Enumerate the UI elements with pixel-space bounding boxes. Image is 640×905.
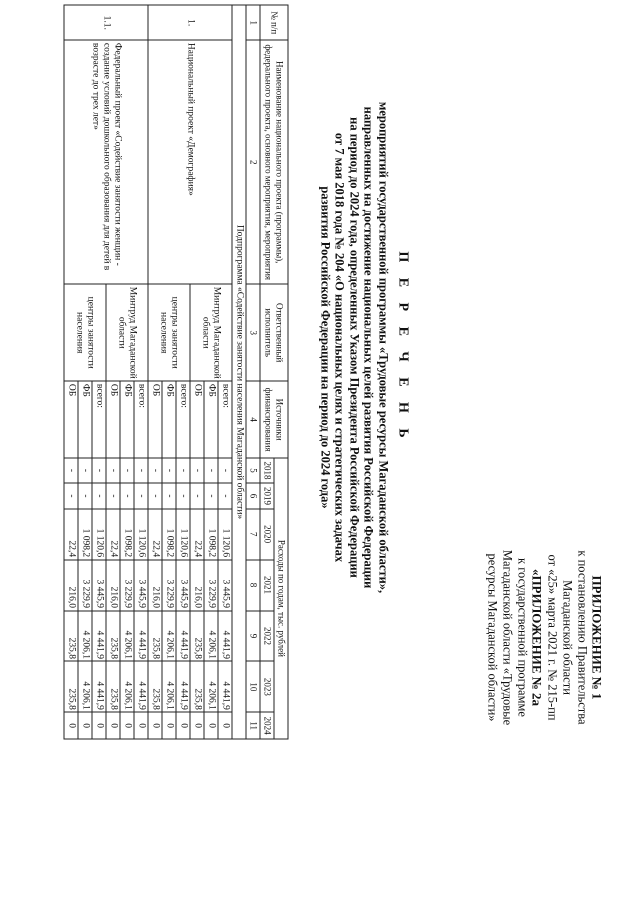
row-expense-value: - [78,458,92,483]
appendix-block [485,543,605,733]
row-project-name: Федеральный проект «Содействие занятости женщин - создание условий дошкольного образования для детей в возрасте до трех лет» [64,40,148,284]
row-expense-value: - [120,483,134,508]
rotated-document-page [1,0,640,773]
table-row [218,5,232,739]
heading-line: от 7 мая 2018 года № 204 «О национальных целях и стратегических задачах [333,132,347,563]
row-expense-value: 235,8 [190,661,204,712]
row-funding-source: ФБ [78,381,92,457]
row-expense-value: - [204,483,218,508]
row-funding-source: ФБ [204,381,218,457]
row-expense-value: - [92,458,106,483]
table-header-row [274,5,288,739]
row-expense-value: 0 [120,712,134,739]
row-expense-value: 216,0 [190,560,204,611]
row-expense-value: 0 [64,712,78,739]
appendix-title: ПРИЛОЖЕНИЕ № 1 [589,575,605,700]
row-expense-value: 1 120,6 [92,509,106,560]
column-number: 7 [246,509,260,560]
row-expense-value: 4 441,9 [134,661,148,712]
column-number: 2 [246,40,260,284]
row-funding-source: ФБ [120,381,134,457]
row-expense-value: 0 [162,712,176,739]
column-number: 11 [246,712,260,739]
header-executor: Ответственный исполнитель [260,284,288,381]
row-expense-value: 3 445,9 [176,560,190,611]
appendix-line: ресурсы Магаданской области» [485,553,500,722]
header-expenses: Расходы по годам, тыс. рублей [274,458,288,739]
subprogram-title: Подпрограмма «Содействие занятости населения Магаданской области» [232,5,246,739]
row-expense-value: 0 [218,712,232,739]
row-expense-value: 235,8 [148,661,162,712]
row-expense-value: 4 441,9 [218,661,232,712]
row-expense-value: - [120,458,134,483]
header-year: 2021 [260,560,274,611]
row-expense-value: 0 [106,712,120,739]
column-number: 5 [246,458,260,483]
header-year: 2018 [260,458,274,483]
row-expense-value: - [78,483,92,508]
row-expense-value: 235,8 [64,661,78,712]
header-year: 2019 [260,483,274,508]
column-number: 10 [246,661,260,712]
row-number: 1.1. [64,5,148,40]
header-year: 2022 [260,611,274,662]
row-expense-value: 4 441,9 [92,661,106,712]
row-expense-value: 22,4 [106,509,120,560]
column-number-row [246,5,260,739]
document-title: П Е Р Е Ч Е Н Ь [395,251,411,444]
appendix-title-2: «ПРИЛОЖЕНИЕ № 2а [529,568,545,707]
row-funding-source: всего: [218,381,232,457]
row-number: 1. [148,5,232,40]
row-funding-source: ОБ [106,381,120,457]
row-expense-value: 4 206,1 [78,661,92,712]
column-number: 8 [246,560,260,611]
row-funding-source: всего: [92,381,106,457]
row-expense-value: 4 206,1 [120,661,134,712]
row-project-name: Национальный проект «Демография» [148,40,232,284]
row-executor: Минтруд Магаданской области [190,284,232,381]
column-number: 4 [246,381,260,457]
row-expense-value: 4 441,9 [176,661,190,712]
row-expense-value: 235,8 [190,611,204,662]
row-funding-source: ОБ [64,381,78,457]
row-expense-value: 4 206,1 [162,661,176,712]
row-expense-value: 216,0 [64,560,78,611]
row-expense-value: - [134,483,148,508]
row-expense-value: 22,4 [148,509,162,560]
row-expense-value: 235,8 [106,611,120,662]
row-expense-value: 216,0 [148,560,162,611]
row-executor: центры занятости населения [64,284,106,381]
header-year: 2020 [260,509,274,560]
row-expense-value: - [162,483,176,508]
row-expense-value: 4 441,9 [92,611,106,662]
row-expense-value: - [162,458,176,483]
row-expense-value: 0 [134,712,148,739]
subprogram-row [232,5,246,739]
row-expense-value: 1 120,6 [176,509,190,560]
measures-table [64,5,289,740]
column-number: 9 [246,611,260,662]
row-expense-value: - [106,483,120,508]
row-expense-value: 235,8 [64,611,78,662]
row-expense-value: - [204,458,218,483]
row-expense-value: 3 229,9 [204,560,218,611]
row-expense-value: 216,0 [106,560,120,611]
header-year: 2024 [260,712,274,739]
row-expense-value: 235,8 [106,661,120,712]
appendix-line: от «25» марта 2021 г. № 215-пп [545,554,560,721]
document-heading [318,63,411,633]
row-expense-value: 0 [190,712,204,739]
row-expense-value: - [218,483,232,508]
row-expense-value: 3 229,9 [162,560,176,611]
header-name: Наименование национального проекта (программы), федерального проекта, основного мероприятия, мероприятия [260,40,288,284]
row-expense-value: 3 445,9 [218,560,232,611]
row-funding-source: всего: [134,381,148,457]
row-expense-value: - [190,458,204,483]
row-expense-value: - [92,483,106,508]
appendix-line: Магаданской области «Трудовые [500,549,515,726]
row-expense-value: 1 098,2 [162,509,176,560]
row-expense-value: - [64,458,78,483]
row-expense-value: 4 206,1 [204,611,218,662]
row-expense-value: 22,4 [64,509,78,560]
row-expense-value: 235,8 [148,611,162,662]
column-number: 1 [246,5,260,40]
row-expense-value: 0 [148,712,162,739]
row-expense-value: - [64,483,78,508]
row-funding-source: ОБ [148,381,162,457]
row-funding-source: всего: [176,381,190,457]
row-expense-value: 4 206,1 [162,611,176,662]
row-expense-value: 0 [78,712,92,739]
row-funding-source: ФБ [162,381,176,457]
row-expense-value: - [148,483,162,508]
table-row [134,5,148,739]
row-expense-value: 3 229,9 [78,560,92,611]
row-executor: центры занятости населения [148,284,190,381]
appendix-line: к государственной программе [515,558,530,717]
row-expense-value: 0 [92,712,106,739]
heading-line: на период до 2024 года, определенных Указом Президента Российской Федерации [347,117,362,578]
header-num: № п/п [260,5,288,40]
row-expense-value: 22,4 [190,509,204,560]
header-year: 2023 [260,661,274,712]
column-number: 3 [246,284,260,381]
row-expense-value: 1 098,2 [204,509,218,560]
row-expense-value: - [176,458,190,483]
row-expense-value: - [106,458,120,483]
row-expense-value: - [190,483,204,508]
row-expense-value: 1 120,6 [218,509,232,560]
row-expense-value: - [176,483,190,508]
appendix-line: Магаданской области [560,580,575,695]
row-expense-value: 1 120,6 [134,509,148,560]
row-expense-value: 4 441,9 [176,611,190,662]
heading-line: мероприятий государственной программы «Трудовые ресурсы Магаданской области», [376,101,391,594]
appendix-line: к постановлению Правительства [575,550,590,725]
row-expense-value: 4 441,9 [218,611,232,662]
heading-line: развития Российской Федерации на период до 2024 года» [318,186,333,509]
row-expense-value: 4 206,1 [120,611,134,662]
row-expense-value: 1 098,2 [120,509,134,560]
column-number: 6 [246,483,260,508]
header-source: Источники финансирования [260,381,288,457]
row-expense-value: - [148,458,162,483]
row-funding-source: ОБ [190,381,204,457]
row-expense-value: 1 098,2 [78,509,92,560]
row-expense-value: 4 441,9 [134,611,148,662]
row-expense-value: 0 [176,712,190,739]
row-expense-value: - [134,458,148,483]
row-expense-value: 4 206,1 [204,661,218,712]
row-expense-value: 3 445,9 [92,560,106,611]
heading-line: направленных на достижение национальных целей развития Российской Федерации [362,106,376,589]
row-expense-value: - [218,458,232,483]
row-expense-value: 3 445,9 [134,560,148,611]
row-expense-value: 4 206,1 [78,611,92,662]
row-expense-value: 3 229,9 [120,560,134,611]
row-executor: Минтруд Магаданской области [106,284,148,381]
row-expense-value: 0 [204,712,218,739]
